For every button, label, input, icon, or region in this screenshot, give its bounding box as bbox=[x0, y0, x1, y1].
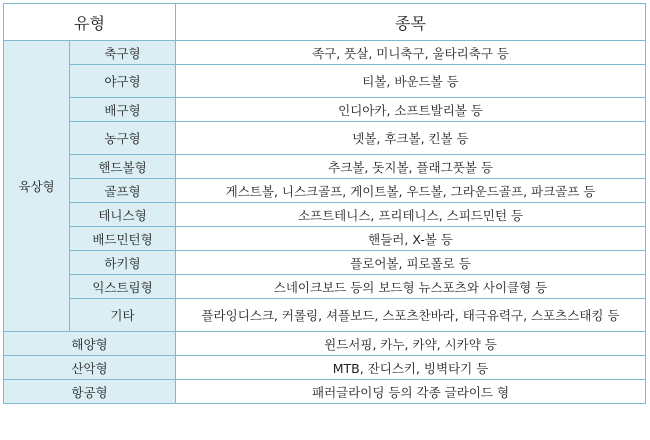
header-items: 종목 bbox=[176, 4, 646, 41]
subtype-cell: 축구형 bbox=[70, 41, 176, 65]
items-cell: 핸들러, X-볼 등 bbox=[176, 227, 646, 251]
subtype-cell: 기타 bbox=[70, 299, 176, 332]
items-cell: 소프트테니스, 프리테니스, 스피드민턴 등 bbox=[176, 203, 646, 227]
items-cell: MTB, 잔디스키, 빙벽타기 등 bbox=[176, 356, 646, 380]
type-cell-mountain: 산악형 bbox=[4, 356, 176, 380]
items-cell: 인디아카, 소프트발리볼 등 bbox=[176, 98, 646, 122]
table-row bbox=[4, 275, 646, 299]
table-row bbox=[4, 356, 646, 380]
table-row bbox=[4, 332, 646, 356]
table-row bbox=[4, 122, 646, 155]
table-row bbox=[4, 203, 646, 227]
table-row bbox=[4, 251, 646, 275]
items-cell: 플라잉디스크, 커롤링, 셔플보드, 스포츠찬바라, 태극유력구, 스포츠스태킹 등 bbox=[176, 299, 646, 332]
items-cell: 족구, 풋살, 미니축구, 울타리축구 등 bbox=[176, 41, 646, 65]
subtype-cell: 테니스형 bbox=[70, 203, 176, 227]
items-cell: 추크볼, 돗지볼, 플래그풋볼 등 bbox=[176, 155, 646, 179]
table-row bbox=[4, 179, 646, 203]
table-row bbox=[4, 227, 646, 251]
header-row bbox=[4, 4, 646, 41]
table-row bbox=[4, 98, 646, 122]
table-row bbox=[4, 41, 646, 65]
subtype-cell: 농구형 bbox=[70, 122, 176, 155]
subtype-cell: 핸드볼형 bbox=[70, 155, 176, 179]
subtype-cell: 배드민턴형 bbox=[70, 227, 176, 251]
table-row bbox=[4, 65, 646, 98]
header-type: 유형 bbox=[4, 4, 176, 41]
subtype-cell: 익스트림형 bbox=[70, 275, 176, 299]
table-row bbox=[4, 155, 646, 179]
items-cell: 넷볼, 후크볼, 킨볼 등 bbox=[176, 122, 646, 155]
items-cell: 티볼, 바운드볼 등 bbox=[176, 65, 646, 98]
items-cell: 패러글라이딩 등의 각종 글라이드 형 bbox=[176, 380, 646, 404]
sports-classification-table bbox=[3, 3, 646, 404]
type-cell-land: 육상형 bbox=[4, 41, 70, 332]
table-row bbox=[4, 299, 646, 332]
type-cell-aerial: 항공형 bbox=[4, 380, 176, 404]
type-cell-marine: 해양형 bbox=[4, 332, 176, 356]
table-row bbox=[4, 380, 646, 404]
sports-table-container bbox=[3, 3, 646, 404]
items-cell: 윈드서핑, 카누, 카약, 시카약 등 bbox=[176, 332, 646, 356]
items-cell: 게스트볼, 니스크골프, 게이트볼, 우드볼, 그라운드골프, 파크골프 등 bbox=[176, 179, 646, 203]
items-cell: 스네이크보드 등의 보드형 뉴스포츠와 사이클형 등 bbox=[176, 275, 646, 299]
subtype-cell: 야구형 bbox=[70, 65, 176, 98]
items-cell: 플로어볼, 피로폴로 등 bbox=[176, 251, 646, 275]
subtype-cell: 골프형 bbox=[70, 179, 176, 203]
subtype-cell: 배구형 bbox=[70, 98, 176, 122]
subtype-cell: 하키형 bbox=[70, 251, 176, 275]
